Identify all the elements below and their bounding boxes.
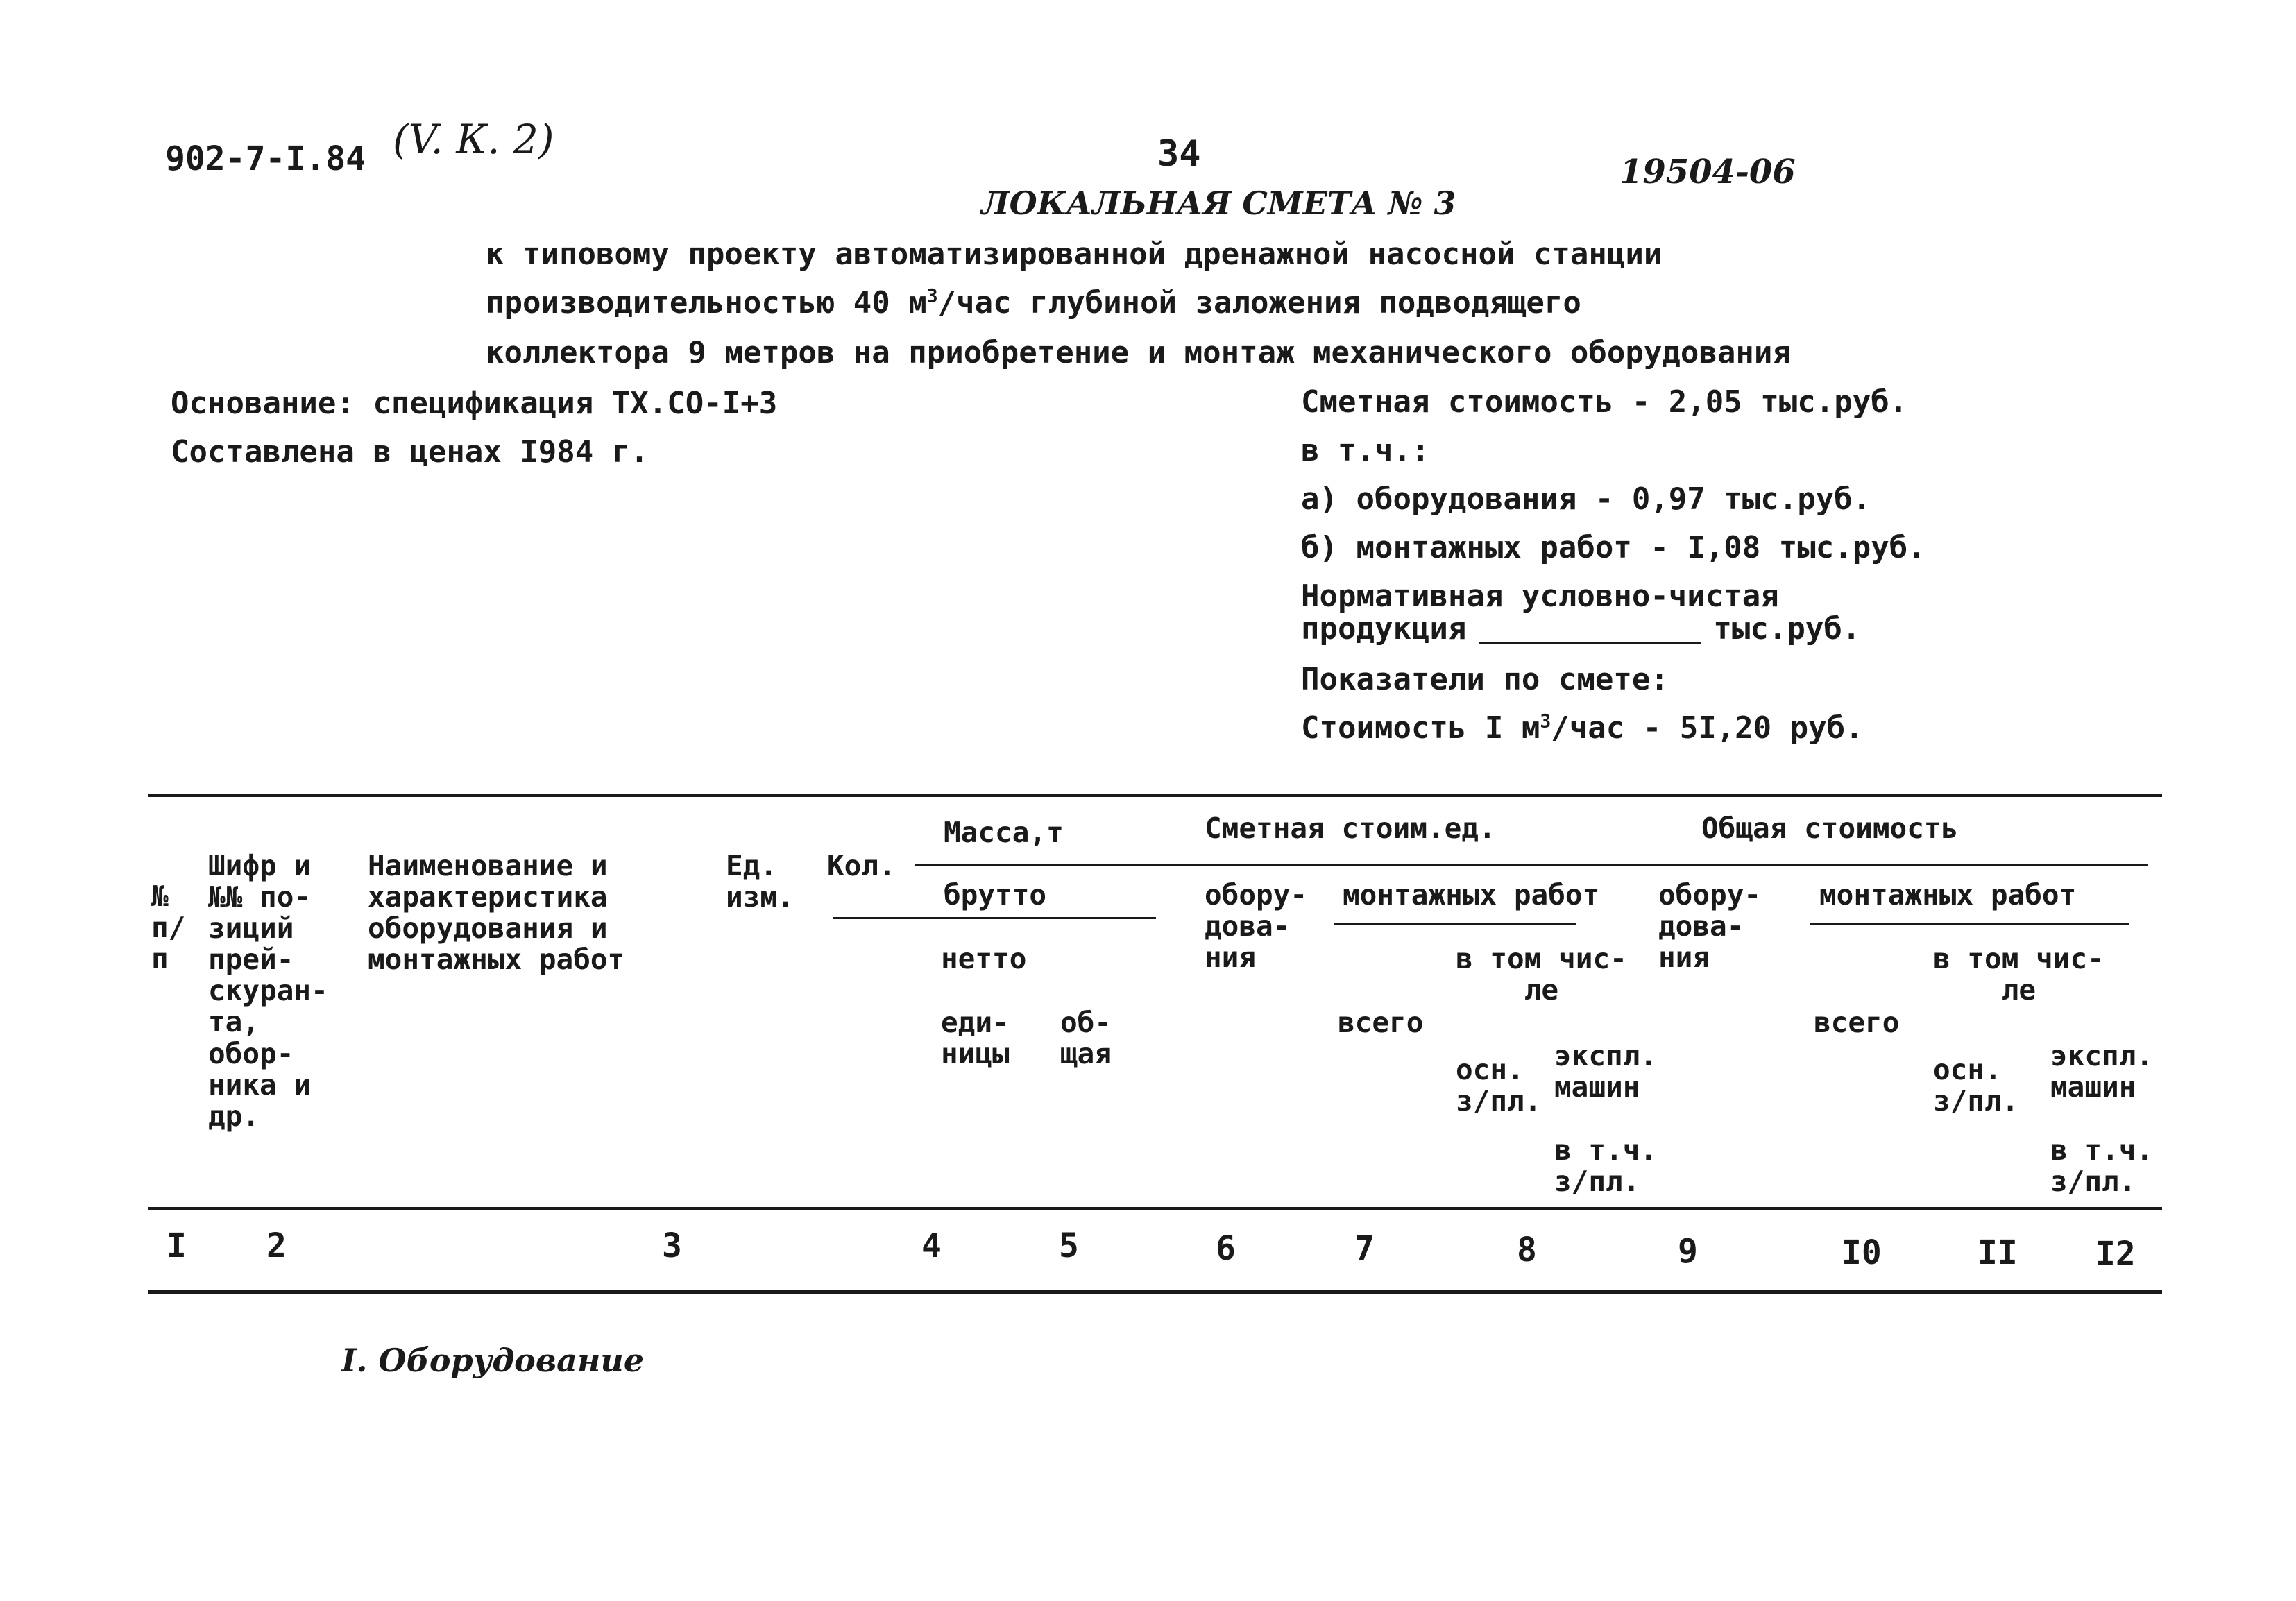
- header-equipment-2: обору- дова- ния: [1658, 878, 1762, 975]
- column-number-1: I: [167, 1226, 187, 1265]
- title-line-3: коллектора 9 метров на приобретение и монтаж механического оборудования: [486, 335, 1791, 370]
- title-line-1: к типовому проекту автоматизированной дренажной насосной станции: [486, 237, 1663, 272]
- including-label: в т.ч.:: [1301, 433, 1430, 468]
- header-base-wage-2: осн. з/пл.: [1933, 1053, 2019, 1118]
- installation-cost: б) монтажных работ - I,08 тыс.руб.: [1301, 530, 1926, 565]
- column-number-9: 9: [1678, 1232, 1698, 1271]
- column-number-6: 6: [1216, 1229, 1236, 1268]
- header-equipment: обору- дова- ния: [1205, 878, 1308, 975]
- doc-code: 902-7-I.84: [165, 139, 366, 178]
- brutto-rule: [833, 917, 1156, 919]
- install-rule: [1334, 923, 1576, 925]
- column-number-5: 5: [1059, 1226, 1079, 1265]
- title-line-2: производительностью 40 $м^3$/час глубиной заложения подводящего: [486, 285, 1581, 320]
- estimated-cost: Сметная стоимость - 2,05 тыс.руб.: [1301, 384, 1908, 420]
- header-base-wage: осн. з/пл.: [1456, 1053, 1542, 1118]
- header-mass-unit: еди- ницы: [941, 1006, 1010, 1071]
- document-heading: ЛОКАЛЬНАЯ СМЕТА № 3: [981, 185, 1456, 222]
- column-number-4: 4: [921, 1226, 942, 1265]
- header-install-works: монтажных работ: [1343, 878, 1600, 911]
- header-mass-total: об- щая: [1060, 1006, 1112, 1071]
- header-install-works-2: монтажных работ: [1819, 878, 2077, 911]
- header-incl-wage-2: в т.ч. з/пл.: [2050, 1133, 2154, 1199]
- stamp-number: 19504-06: [1619, 153, 1796, 191]
- unit-cost: Стоимость I $м^3$/час - 5I,20 руб.: [1301, 710, 1864, 746]
- section-heading: I. Оборудование: [341, 1342, 645, 1379]
- table-top-rule: [148, 794, 2162, 797]
- indicators-label: Показатели по смете:: [1301, 662, 1669, 697]
- header-bottom-rule: [148, 1207, 2162, 1210]
- numbers-bottom-rule: [148, 1290, 2162, 1294]
- header-total: всего: [1338, 1006, 1424, 1039]
- normative-line-2: продукция тыс.руб.: [1301, 611, 1861, 647]
- column-number-12: I2: [2095, 1235, 2136, 1274]
- header-estimated-unit-cost: Сметная стоим.ед.: [1205, 812, 1496, 845]
- column-number-3: 3: [662, 1226, 682, 1265]
- header-incl-wage: в т.ч. з/пл.: [1554, 1133, 1658, 1199]
- basis-text: Основание: спецификация ТХ.СО-I+3: [171, 386, 778, 421]
- column-number-8: 8: [1517, 1231, 1537, 1269]
- header-netto: нетто: [941, 942, 1027, 975]
- header-including: в том чис- ле: [1456, 942, 1627, 1007]
- header-unit: Ед. изм.: [726, 849, 794, 914]
- handwritten-note: (V. К. 2): [393, 116, 554, 163]
- page-number: 34: [1157, 133, 1201, 175]
- header-total-2: всего: [1814, 1006, 1900, 1039]
- equipment-cost: а) оборудования - 0,97 тыс.руб.: [1301, 481, 1871, 517]
- header-row-number: № п/ п: [151, 880, 186, 976]
- header-code: Шифр и №№ по- зиций прей- скуран- та, обор- ника и др.: [208, 849, 328, 1133]
- header-machines-2: экспл. машин: [2050, 1039, 2154, 1104]
- install-rule-2: [1810, 923, 2129, 925]
- header-mass: Масса,т: [944, 816, 1064, 849]
- header-overall-cost: Общая стоимость: [1701, 812, 1959, 845]
- prices-text: Составлена в ценах I984 г.: [171, 434, 649, 470]
- header-quantity: Кол.: [827, 849, 896, 882]
- column-number-10: I0: [1842, 1233, 1882, 1272]
- header-brutto: брутто: [944, 878, 1047, 911]
- overall-rule: [1662, 864, 2148, 866]
- header-including-2: в том чис- ле: [1933, 942, 2104, 1007]
- column-number-11: II: [1978, 1233, 2018, 1272]
- normative-line-1: Нормативная условно-чистая: [1301, 579, 1779, 614]
- header-name: Наименование и характеристика оборудования и монтажных работ: [368, 849, 625, 977]
- column-number-7: 7: [1354, 1229, 1375, 1268]
- column-number-2: 2: [266, 1226, 287, 1265]
- header-machines: экспл. машин: [1554, 1039, 1658, 1104]
